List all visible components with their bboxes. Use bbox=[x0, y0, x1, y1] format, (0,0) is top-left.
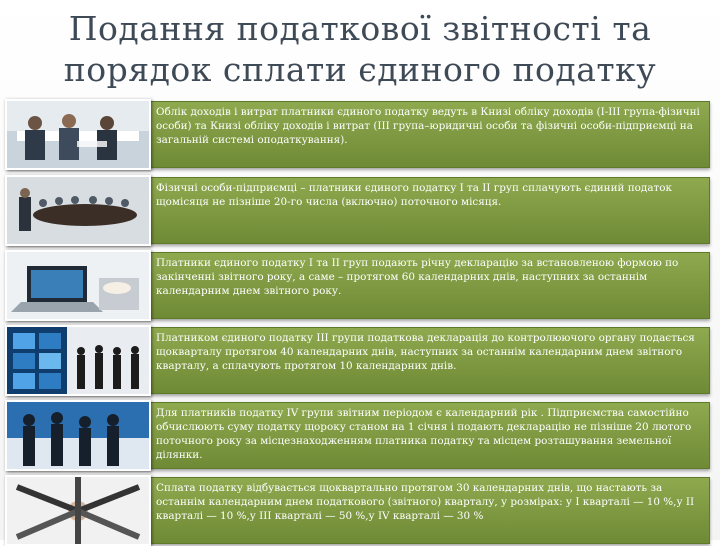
info-row-6 bbox=[8, 477, 710, 544]
row-4-text: Платником єдиного податку III групи податкова декларація до контролюючого органу подається щокварталу протягом 40 календарних днів, наступних за останнім календарним днем звітного кварталу, а сплачують протягом 10 календарних днів. bbox=[156, 332, 695, 372]
photo-team-hands bbox=[5, 475, 151, 546]
info-row-4 bbox=[8, 327, 710, 394]
photo-business-screens bbox=[5, 325, 151, 396]
title-line-1: Подання податкової звітності та bbox=[68, 9, 652, 48]
row-2-text: Фізичні особи-підприємці – платники єдиного податку I та II груп сплачують єдиний податок щомісяця не пізніше 20-го числа (включно) поточного місяця. bbox=[156, 182, 673, 208]
info-row-3 bbox=[8, 252, 710, 319]
photo-laptop-work bbox=[5, 250, 151, 321]
title-line-2: порядок сплати єдиного податку bbox=[63, 50, 657, 89]
row-3-text: Платники єдиного податку I та II груп подають річну декларацію за встановленою формою по закінченні звітного року, а саме – протягом 60 календарних днів, наступних за останнім календарним днем звітного року. bbox=[156, 257, 679, 297]
info-row-2 bbox=[8, 177, 710, 244]
slide-title bbox=[0, 8, 720, 90]
photo-businessmen-city bbox=[5, 400, 151, 471]
info-row-5 bbox=[8, 402, 710, 469]
photo-office-meeting bbox=[5, 99, 151, 170]
photo-boardroom-table bbox=[5, 175, 151, 246]
row-5-text: Для платників податку IV групи звітним періодом є календарний рік . Підприємства самостійно обчислюють суму податку щороку станом на 1 січня і подають декларацію не пізніше 20 лютого поточного року за місцезнаходженням платника податку та місцем розташування земельної ділянки. bbox=[156, 407, 692, 461]
row-6-text: Сплата податку відбувається щоквартально протягом 30 календарних днів, що настають за останнім календарним днем податкового (звітного) кварталу, у розмірах: у I кварталі — 10 %,у II кварталі — 10 %,у III кварталі — 50 %,у IV кварталі — 30 % bbox=[156, 482, 695, 522]
info-row-1 bbox=[8, 101, 710, 168]
row-1-text: Облік доходів і витрат платники єдиного податку ведуть в Книзі обліку доходів (I-III група-фізичні особи) та Книзі обліку доходів і витрат (III група–юридичні особи та фізичні особи-підприємці на загальній системі оподаткування). bbox=[156, 106, 700, 146]
